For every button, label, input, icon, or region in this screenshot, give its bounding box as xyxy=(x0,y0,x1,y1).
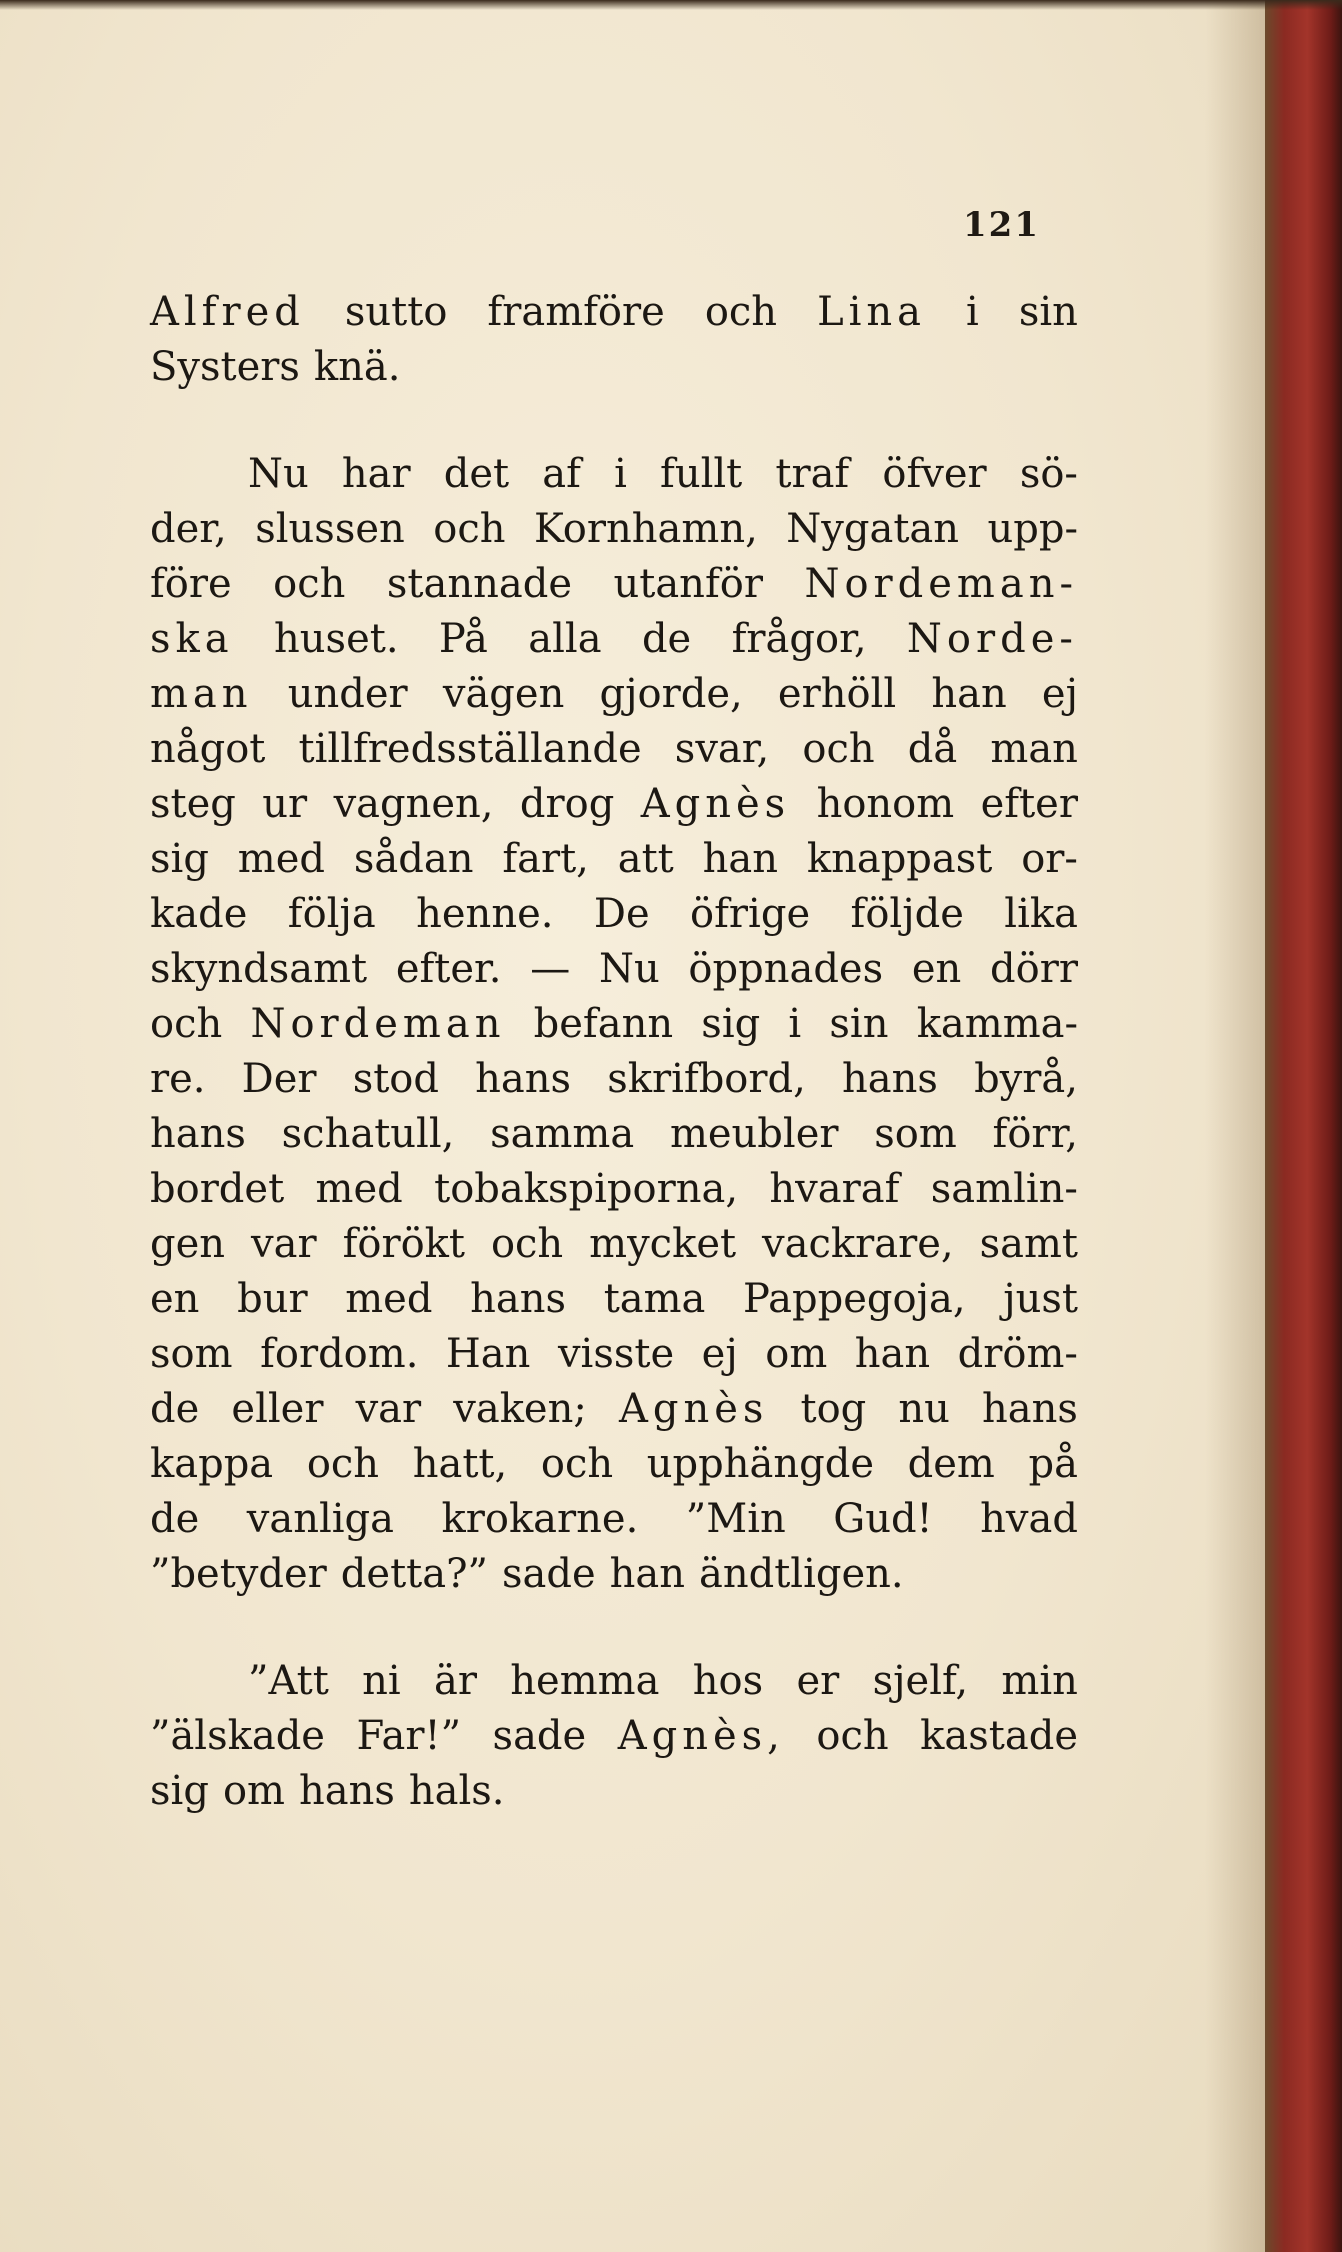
word: upp- xyxy=(987,506,1078,552)
text-line xyxy=(150,887,1078,942)
word: hans xyxy=(475,1056,572,1102)
word: och xyxy=(704,289,778,335)
word: De xyxy=(593,891,650,937)
word: utanför xyxy=(613,561,763,607)
word: före xyxy=(150,561,232,607)
word: der, xyxy=(150,506,227,552)
word: ”Min xyxy=(685,1496,786,1542)
word: tillfredsställande xyxy=(298,726,642,772)
word: man xyxy=(990,726,1078,772)
word: då xyxy=(907,726,958,772)
word: skrifbord, xyxy=(607,1056,806,1102)
text-line xyxy=(150,722,1078,777)
word: min xyxy=(1001,1658,1078,1704)
text-line xyxy=(150,285,1078,340)
word: ska xyxy=(150,616,234,662)
word: frågor, xyxy=(731,616,867,662)
word: sö- xyxy=(1019,451,1078,497)
word: och xyxy=(490,1221,564,1267)
page-number: 121 xyxy=(963,205,1040,245)
word: efter xyxy=(980,781,1078,827)
word: fart, xyxy=(502,836,589,882)
word: sin xyxy=(1018,289,1078,335)
word: Nu xyxy=(598,946,660,992)
text-line xyxy=(150,1654,1078,1709)
word: Agnès xyxy=(640,781,791,827)
word: och xyxy=(540,1441,614,1487)
word: som xyxy=(874,1111,957,1157)
word: följde xyxy=(850,891,964,937)
word: ändtligen. xyxy=(699,1551,904,1597)
word: Agnès, xyxy=(617,1713,785,1759)
word: vaken; xyxy=(453,1386,587,1432)
word: af xyxy=(542,451,581,497)
word: sådan xyxy=(353,836,474,882)
word: en xyxy=(911,946,962,992)
word: huset. xyxy=(274,616,399,662)
word: Nordeman- xyxy=(804,561,1078,607)
word: om xyxy=(222,1768,285,1814)
word: traf xyxy=(775,451,850,497)
text-line xyxy=(150,1052,1078,1107)
word: sig xyxy=(701,1001,761,1047)
word: förr, xyxy=(992,1111,1078,1157)
word: sin xyxy=(829,1001,889,1047)
word: hos xyxy=(692,1658,764,1704)
word: kappa xyxy=(150,1441,274,1487)
word: hans xyxy=(842,1056,938,1102)
word: de xyxy=(150,1496,200,1542)
word: tog xyxy=(800,1386,867,1432)
word: hvaraf xyxy=(769,1166,900,1212)
word: sig xyxy=(150,836,209,882)
word: Der xyxy=(241,1056,317,1102)
word: kade xyxy=(150,891,248,937)
word: ”älskade xyxy=(150,1713,325,1759)
word: befann xyxy=(533,1001,674,1047)
word: bur xyxy=(237,1276,308,1322)
word: dröm- xyxy=(957,1331,1078,1377)
paragraph-gap xyxy=(150,395,1078,447)
word: — xyxy=(530,946,571,992)
word: Alfred xyxy=(150,289,305,335)
word: är xyxy=(434,1658,477,1704)
text-line xyxy=(150,1764,1078,1819)
word: byrå, xyxy=(974,1056,1078,1102)
word: med xyxy=(237,836,326,882)
word: de xyxy=(641,616,692,662)
text-line xyxy=(150,1547,1078,1602)
word: förökt xyxy=(342,1221,465,1267)
word: tobakspiporna, xyxy=(434,1166,739,1212)
paragraph xyxy=(150,1654,1078,1819)
word: hals. xyxy=(408,1768,505,1814)
word: hans xyxy=(470,1276,567,1322)
word: vägen xyxy=(442,671,565,717)
word: var xyxy=(355,1386,422,1432)
text-line xyxy=(150,1217,1078,1272)
word: Kornhamn, xyxy=(534,506,758,552)
text-line xyxy=(150,667,1078,722)
word: ej xyxy=(1041,671,1078,717)
body-text xyxy=(150,285,1078,1819)
word: sade xyxy=(492,1713,587,1759)
word: och xyxy=(816,1713,889,1759)
word: efter. xyxy=(395,946,502,992)
word: bordet xyxy=(150,1166,285,1212)
text-line xyxy=(150,1327,1078,1382)
word: Lina xyxy=(817,289,927,335)
word: och xyxy=(306,1441,380,1487)
word: hvad xyxy=(980,1496,1078,1542)
word: man xyxy=(150,671,253,717)
text-line xyxy=(150,557,1078,612)
word: sjelf, xyxy=(872,1658,969,1704)
word: stannade xyxy=(386,561,573,607)
word: under xyxy=(287,671,408,717)
word: drog xyxy=(519,781,615,827)
text-line xyxy=(150,1272,1078,1327)
text-line xyxy=(150,447,1078,502)
text-line xyxy=(150,1162,1078,1217)
word: hemma xyxy=(510,1658,660,1704)
word: öppnades xyxy=(688,946,884,992)
word: alla xyxy=(528,616,602,662)
word: ni xyxy=(362,1658,401,1704)
text-line xyxy=(150,612,1078,667)
word: som xyxy=(150,1331,233,1377)
word: erhöll xyxy=(777,671,897,717)
word: Norde- xyxy=(906,616,1078,662)
word: Nu xyxy=(248,451,309,497)
paragraph xyxy=(150,285,1078,395)
word: i xyxy=(966,289,979,335)
word: schatull, xyxy=(281,1111,455,1157)
word: samt xyxy=(979,1221,1078,1267)
word: steg xyxy=(150,781,236,827)
word: att xyxy=(617,836,674,882)
word: eller xyxy=(231,1386,324,1432)
word: i xyxy=(788,1001,802,1047)
word: knappast xyxy=(806,836,993,882)
word: och xyxy=(273,561,346,607)
paragraph-gap xyxy=(150,1602,1078,1654)
word: upphängde xyxy=(646,1441,874,1487)
text-line xyxy=(150,1382,1078,1437)
word: följa xyxy=(287,891,376,937)
page-top-shadow xyxy=(0,0,1342,10)
word: kamma- xyxy=(916,1001,1078,1047)
text-line xyxy=(150,997,1078,1052)
word: mycket xyxy=(589,1221,737,1267)
word: hans xyxy=(982,1386,1078,1432)
word: i xyxy=(614,451,627,497)
word: just xyxy=(1003,1276,1078,1322)
word: er xyxy=(796,1658,840,1704)
word: gen xyxy=(150,1221,226,1267)
word: Far!” xyxy=(356,1713,462,1759)
word: meubler xyxy=(669,1111,839,1157)
word: det xyxy=(443,451,510,497)
text-line xyxy=(150,1437,1078,1492)
word: Gud! xyxy=(833,1496,933,1542)
word: hans xyxy=(150,1111,246,1157)
text-line xyxy=(150,340,1078,395)
word: Nordeman xyxy=(250,1001,506,1047)
word: honom xyxy=(816,781,955,827)
word: krokarne. xyxy=(441,1496,639,1542)
word: hatt, xyxy=(412,1441,508,1487)
word: hans xyxy=(298,1768,395,1814)
word: har xyxy=(341,451,411,497)
word: sutto xyxy=(344,289,448,335)
word: visste xyxy=(557,1331,675,1377)
word: framföre xyxy=(487,289,665,335)
word: något xyxy=(150,726,266,772)
word: Pappegoja, xyxy=(743,1276,966,1322)
text-line xyxy=(150,942,1078,997)
word: ur xyxy=(262,781,308,827)
word: var xyxy=(251,1221,317,1267)
word: gjorde, xyxy=(599,671,743,717)
word: han xyxy=(702,836,778,882)
word: och xyxy=(802,726,875,772)
word: vanliga xyxy=(246,1496,395,1542)
word: med xyxy=(315,1166,403,1212)
word: han xyxy=(931,671,1007,717)
text-line xyxy=(150,1709,1078,1764)
word: han xyxy=(854,1331,931,1377)
word: Systers xyxy=(150,344,300,390)
word: knä. xyxy=(313,344,401,390)
word: sig xyxy=(150,1768,209,1814)
word: ”Att xyxy=(248,1658,329,1704)
word: sade xyxy=(501,1551,596,1597)
text-line xyxy=(150,832,1078,887)
word: dem xyxy=(907,1441,995,1487)
word: lika xyxy=(1004,891,1078,937)
word: och xyxy=(150,1001,223,1047)
word: fordom. xyxy=(260,1331,419,1377)
word: slussen xyxy=(255,506,405,552)
word: skyndsamt xyxy=(150,946,368,992)
word: På xyxy=(438,616,488,662)
word: samlin- xyxy=(930,1166,1078,1212)
word: henne. xyxy=(416,891,554,937)
word: öfver xyxy=(882,451,987,497)
word: fullt xyxy=(660,451,743,497)
word: Agnès xyxy=(618,1386,769,1432)
word: de xyxy=(150,1386,200,1432)
word: detta?” xyxy=(340,1551,488,1597)
text-line xyxy=(150,777,1078,832)
text-line xyxy=(150,502,1078,557)
book-binding-edge xyxy=(1265,0,1342,2252)
word: och xyxy=(433,506,506,552)
word: nu xyxy=(898,1386,950,1432)
text-line xyxy=(150,1107,1078,1162)
word: samma xyxy=(490,1111,635,1157)
word: Han xyxy=(445,1331,531,1377)
word: ej xyxy=(701,1331,738,1377)
word: vagnen, xyxy=(333,781,494,827)
word: re. xyxy=(150,1056,206,1102)
paragraph xyxy=(150,447,1078,1602)
word: tama xyxy=(603,1276,706,1322)
word: han xyxy=(609,1551,685,1597)
word: Nygatan xyxy=(786,506,960,552)
word: öfrige xyxy=(690,891,811,937)
word: dörr xyxy=(990,946,1078,992)
word: vackrare, xyxy=(762,1221,954,1267)
word: en xyxy=(150,1276,200,1322)
word: på xyxy=(1028,1441,1078,1487)
word: stod xyxy=(352,1056,439,1102)
word: kastade xyxy=(920,1713,1078,1759)
word: or- xyxy=(1021,836,1078,882)
word: ”betyder xyxy=(150,1551,327,1597)
text-line xyxy=(150,1492,1078,1547)
word: om xyxy=(765,1331,828,1377)
word: med xyxy=(345,1276,433,1322)
word: svar, xyxy=(674,726,770,772)
